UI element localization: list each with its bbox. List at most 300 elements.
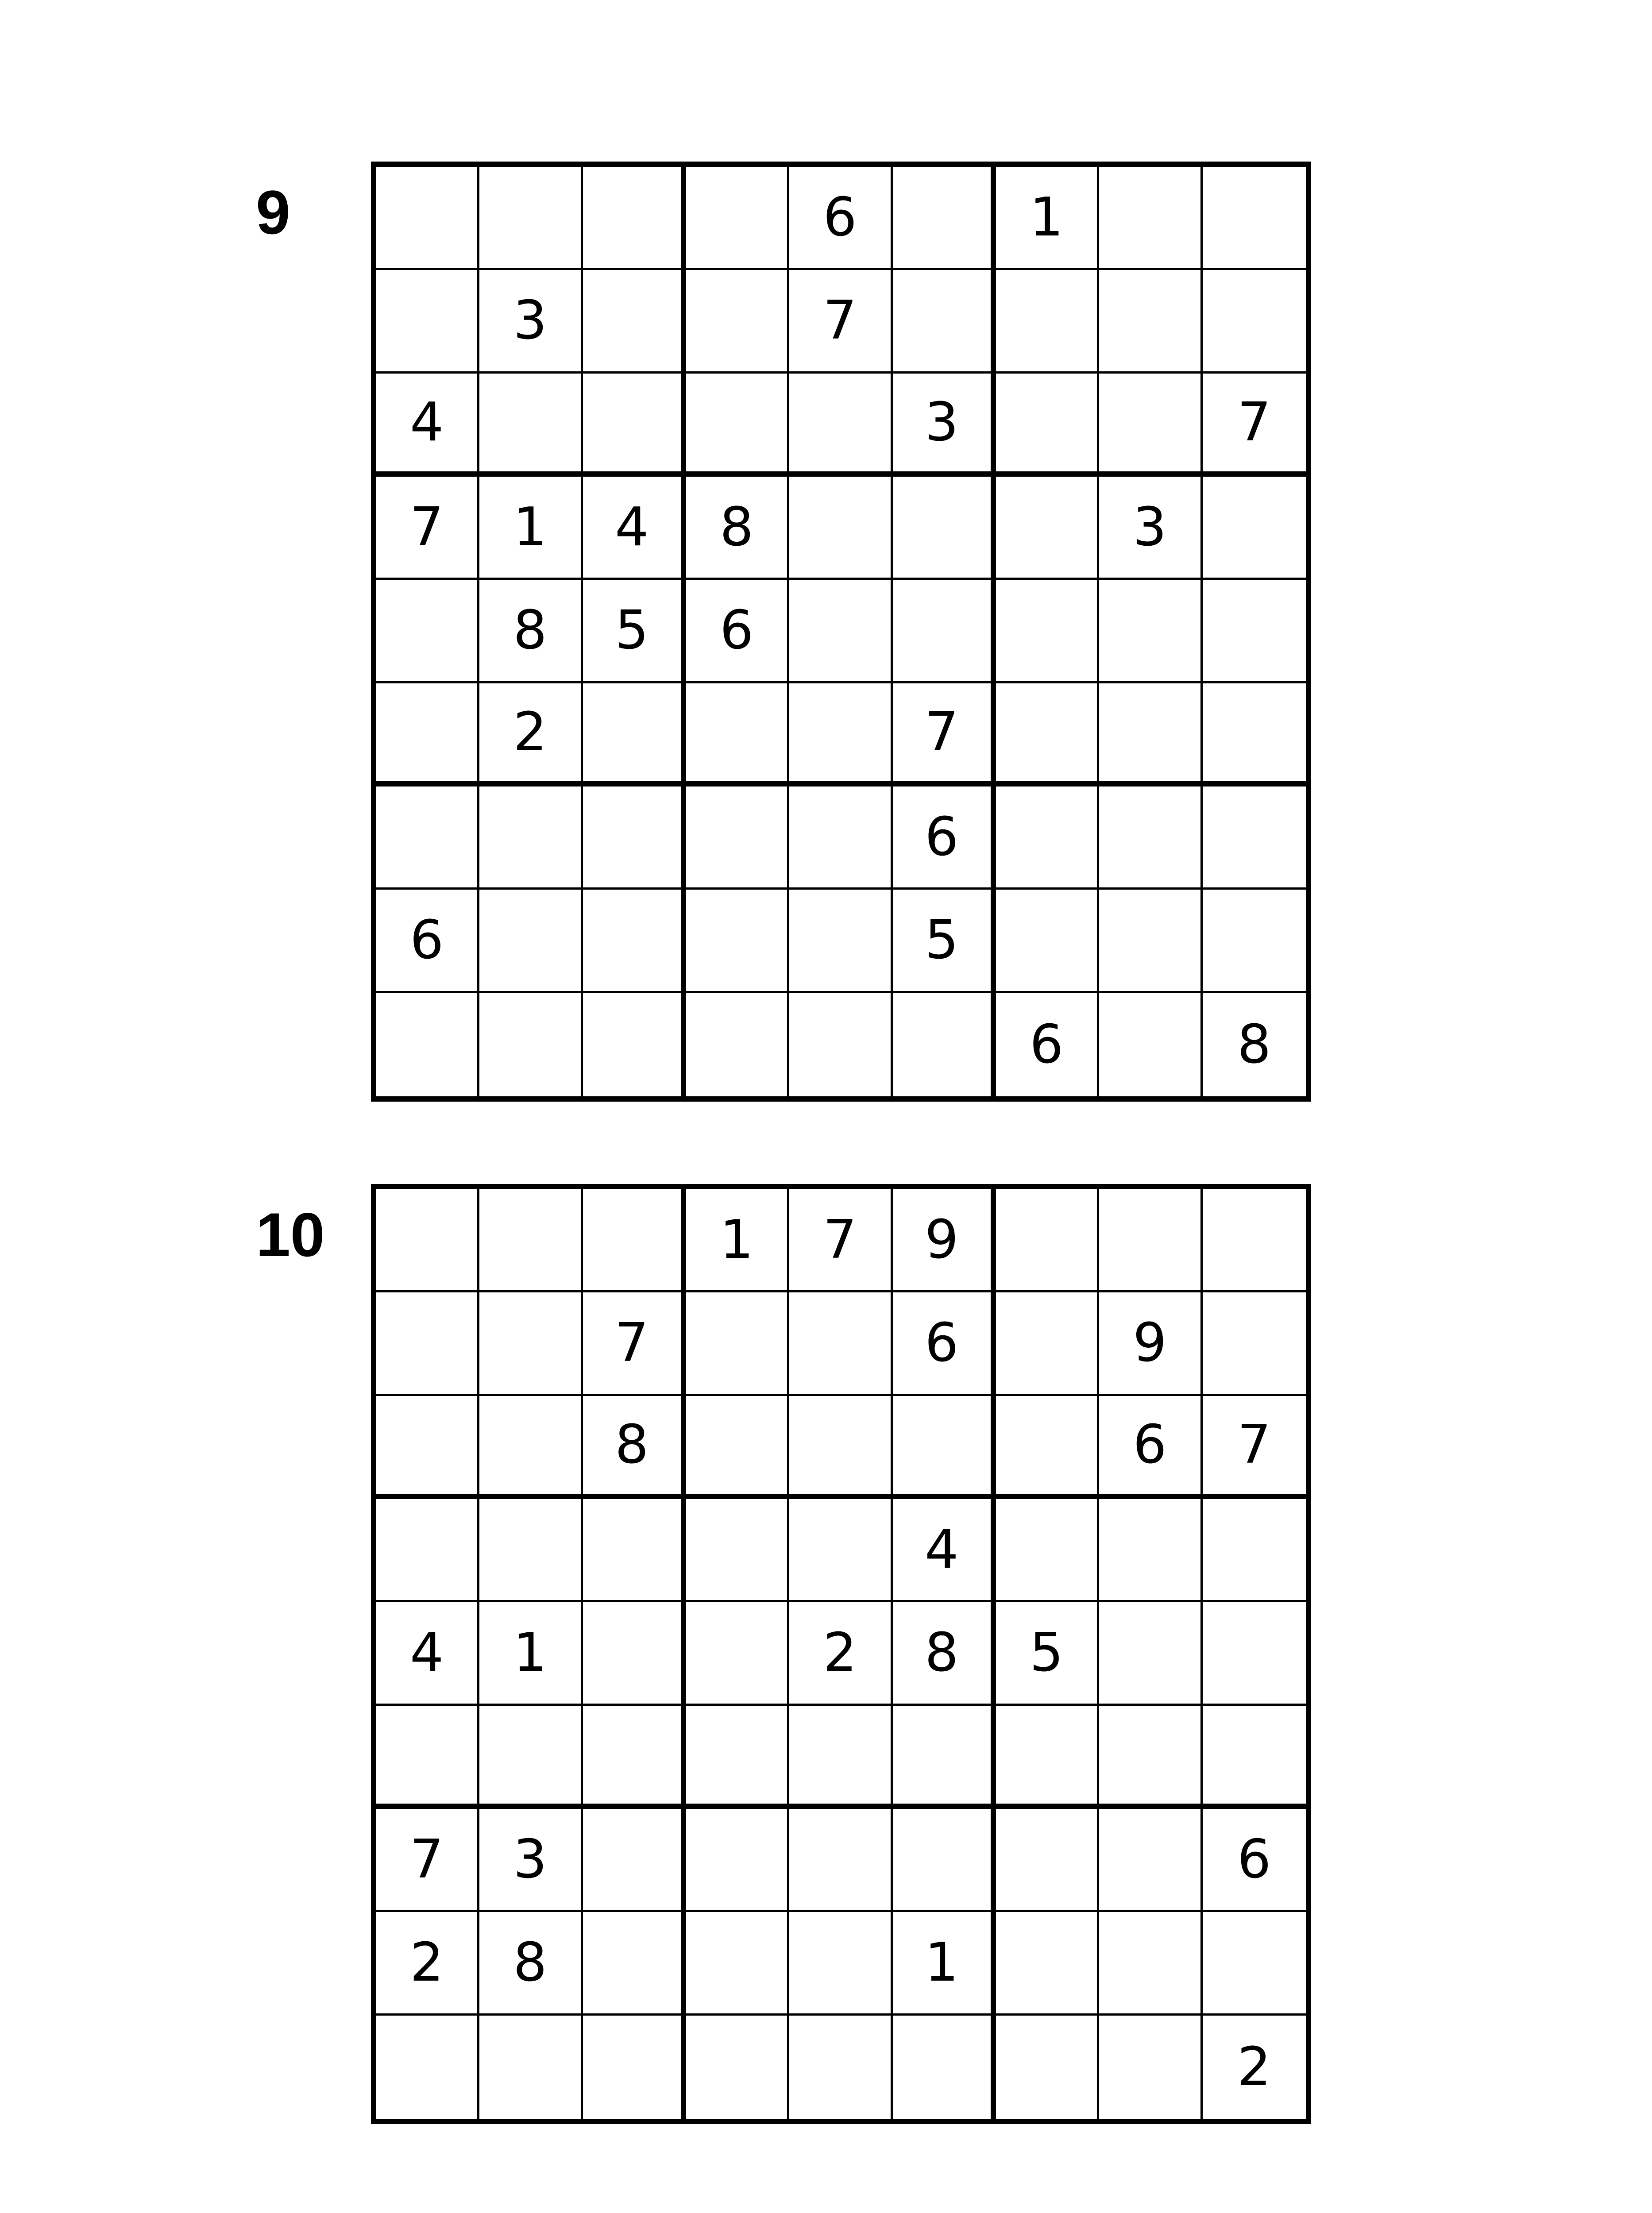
sudoku-cell[interactable] — [376, 683, 479, 787]
sudoku-cell[interactable] — [583, 1189, 686, 1292]
sudoku-cell[interactable] — [686, 270, 789, 373]
cell-digit — [1203, 580, 1306, 681]
sudoku-cell[interactable] — [893, 270, 996, 373]
sudoku-cell[interactable] — [893, 1602, 996, 1705]
cell-digit — [583, 1809, 681, 1910]
cell-digit: 5 — [615, 599, 649, 661]
sudoku-cell[interactable] — [996, 1292, 1099, 1396]
sudoku-cell[interactable] — [479, 1809, 583, 1912]
sudoku-cell[interactable] — [583, 1912, 686, 2015]
sudoku-cell[interactable] — [686, 1189, 789, 1292]
cell-digit — [686, 683, 787, 781]
sudoku-cell[interactable] — [1099, 2016, 1202, 2119]
cell-digit — [376, 993, 477, 1096]
sudoku-cell[interactable] — [789, 580, 892, 683]
sudoku-cell[interactable] — [583, 167, 686, 270]
cell-digit: 2 — [823, 1622, 857, 1684]
cell-digit — [583, 683, 681, 781]
cell-digit — [996, 374, 1097, 471]
sudoku-cell[interactable] — [789, 1706, 892, 1809]
sudoku-cell[interactable] — [996, 890, 1099, 993]
cell-digit: 2 — [409, 1932, 444, 1993]
cell-digit: 8 — [513, 599, 547, 661]
cell-digit — [583, 1706, 681, 1804]
cell-digit — [1203, 1912, 1306, 2013]
sudoku-cell[interactable] — [1099, 787, 1202, 890]
cell-digit — [789, 1292, 890, 1393]
sudoku-cell[interactable] — [686, 167, 789, 270]
sudoku-cell[interactable] — [479, 890, 583, 993]
sudoku-cell[interactable] — [789, 2016, 892, 2119]
sudoku-cell[interactable] — [1099, 1809, 1202, 1912]
cell-digit — [996, 1912, 1097, 2013]
sudoku-cell[interactable] — [479, 787, 583, 890]
sudoku-cell[interactable] — [583, 890, 686, 993]
cell-digit: 8 — [513, 1932, 547, 1993]
cell-digit — [479, 993, 580, 1096]
cell-digit — [1099, 890, 1200, 991]
cell-digit — [1099, 580, 1200, 681]
cell-digit — [376, 1189, 477, 1290]
cell-digit — [1099, 1602, 1200, 1703]
sudoku-cell[interactable] — [1099, 1189, 1202, 1292]
cell-digit — [686, 1706, 787, 1804]
cell-digit: 4 — [409, 391, 444, 453]
sudoku-cell[interactable] — [479, 1912, 583, 2015]
sudoku-cell[interactable] — [583, 2016, 686, 2119]
cell-digit: 4 — [409, 1622, 444, 1684]
sudoku-cell[interactable] — [479, 2016, 583, 2119]
cell-digit: 4 — [925, 1519, 959, 1581]
cell-digit — [893, 167, 991, 268]
cell-digit: 3 — [513, 289, 547, 351]
sudoku-cell[interactable] — [996, 2016, 1099, 2119]
sudoku-cell[interactable] — [1099, 477, 1202, 580]
sudoku-cell[interactable] — [1099, 993, 1202, 1096]
cell-digit — [996, 1189, 1097, 1290]
sudoku-cell[interactable] — [376, 580, 479, 683]
sudoku-cell[interactable] — [789, 477, 892, 580]
sudoku-cell[interactable] — [996, 1499, 1099, 1602]
cell-digit — [996, 1396, 1097, 1494]
sudoku-cell[interactable] — [1203, 580, 1306, 683]
sudoku-cell[interactable] — [1203, 477, 1306, 580]
cell-digit — [376, 2016, 477, 2119]
sudoku-cell[interactable] — [996, 683, 1099, 787]
cell-digit — [686, 374, 787, 471]
cell-digit — [479, 1189, 580, 1290]
sudoku-cell[interactable] — [686, 1396, 789, 1499]
cell-digit — [996, 787, 1097, 887]
cell-digit — [1099, 1809, 1200, 1910]
cell-digit: 6 — [1237, 1828, 1271, 1890]
sudoku-cell[interactable] — [479, 1396, 583, 1499]
sudoku-cell[interactable] — [376, 1499, 479, 1602]
cell-digit — [1203, 1189, 1306, 1290]
sudoku-cell[interactable] — [686, 890, 789, 993]
sudoku-cell[interactable] — [1203, 270, 1306, 373]
sudoku-cell[interactable] — [1203, 1292, 1306, 1396]
sudoku-cell[interactable] — [1099, 580, 1202, 683]
sudoku-cell[interactable] — [789, 270, 892, 373]
cell-digit — [686, 890, 787, 991]
cell-digit — [1099, 2016, 1200, 2119]
cell-digit — [996, 1706, 1097, 1804]
sudoku-cell[interactable] — [583, 270, 686, 373]
sudoku-cell[interactable] — [1203, 787, 1306, 890]
sudoku-cell[interactable] — [479, 683, 583, 787]
sudoku-cell[interactable] — [479, 1499, 583, 1602]
sudoku-cell[interactable] — [789, 374, 892, 477]
sudoku-cell[interactable] — [789, 1189, 892, 1292]
cell-digit: 6 — [925, 1312, 959, 1374]
sudoku-cell[interactable] — [1203, 993, 1306, 1096]
sudoku-cell[interactable] — [686, 580, 789, 683]
sudoku-cell[interactable] — [1203, 2016, 1306, 2119]
cell-digit — [789, 2016, 890, 2119]
sudoku-cell[interactable] — [376, 1396, 479, 1499]
sudoku-cell[interactable] — [1203, 1499, 1306, 1602]
sudoku-cell[interactable] — [893, 580, 996, 683]
sudoku-cell[interactable] — [789, 1499, 892, 1602]
cell-digit — [789, 1912, 890, 2013]
cell-digit: 3 — [1133, 496, 1167, 558]
cell-digit — [893, 580, 991, 681]
cell-digit — [686, 1499, 787, 1600]
sudoku-cell[interactable] — [686, 993, 789, 1096]
sudoku-cell[interactable] — [996, 374, 1099, 477]
sudoku-cell[interactable] — [1203, 1706, 1306, 1809]
sudoku-cell[interactable] — [1203, 167, 1306, 270]
sudoku-cell[interactable] — [1099, 890, 1202, 993]
cell-digit: 8 — [719, 496, 754, 558]
cell-digit — [479, 167, 580, 268]
cell-digit — [583, 993, 681, 1096]
cell-digit — [1099, 270, 1200, 371]
cell-digit — [376, 1499, 477, 1600]
sudoku-cell[interactable] — [893, 1499, 996, 1602]
cell-digit: 5 — [1029, 1622, 1064, 1684]
cell-digit — [376, 167, 477, 268]
sudoku-cell[interactable] — [376, 787, 479, 890]
sudoku-cell[interactable] — [789, 1912, 892, 2015]
sudoku-cell[interactable] — [686, 787, 789, 890]
cell-digit: 6 — [1133, 1414, 1167, 1476]
cell-digit: 4 — [615, 496, 649, 558]
sudoku-cell[interactable] — [893, 477, 996, 580]
sudoku-cell[interactable] — [686, 1706, 789, 1809]
sudoku-cell[interactable] — [996, 270, 1099, 373]
cell-digit: 5 — [925, 909, 959, 971]
sudoku-cell[interactable] — [686, 1602, 789, 1705]
sudoku-cell[interactable] — [996, 1189, 1099, 1292]
cell-digit — [479, 890, 580, 991]
sudoku-cell[interactable] — [1203, 890, 1306, 993]
sudoku-cell[interactable] — [1203, 1396, 1306, 1499]
sudoku-cell[interactable] — [686, 374, 789, 477]
sudoku-cell[interactable] — [789, 683, 892, 787]
sudoku-cell[interactable] — [996, 1602, 1099, 1705]
sudoku-cell[interactable] — [893, 374, 996, 477]
sudoku-cell[interactable] — [789, 1809, 892, 1912]
cell-digit — [789, 1809, 890, 1910]
sudoku-cell[interactable] — [376, 1809, 479, 1912]
cell-digit — [479, 1396, 580, 1494]
cell-digit — [479, 1292, 580, 1393]
cell-digit — [1099, 683, 1200, 781]
sudoku-cell[interactable] — [1203, 683, 1306, 787]
sudoku-cell[interactable] — [479, 993, 583, 1096]
sudoku-cell[interactable] — [1099, 1912, 1202, 2015]
sudoku-cell[interactable] — [376, 1706, 479, 1809]
sudoku-cell[interactable] — [1099, 1292, 1202, 1396]
sudoku-cell[interactable] — [686, 683, 789, 787]
cell-digit — [686, 1292, 787, 1393]
sudoku-cell[interactable] — [686, 1809, 789, 1912]
sudoku-cell[interactable] — [686, 477, 789, 580]
sudoku-cell[interactable] — [686, 2016, 789, 2119]
sudoku-grid — [371, 162, 1311, 1102]
sudoku-cell[interactable] — [376, 167, 479, 270]
cell-digit — [1099, 374, 1200, 471]
cell-digit — [686, 2016, 787, 2119]
sudoku-cell[interactable] — [893, 890, 996, 993]
sudoku-cell[interactable] — [789, 1292, 892, 1396]
cell-digit — [1203, 1602, 1306, 1703]
cell-digit — [996, 1499, 1097, 1600]
cell-digit — [893, 2016, 991, 2119]
sudoku-cell[interactable] — [686, 1292, 789, 1396]
cell-digit: 2 — [513, 701, 547, 763]
sudoku-cell[interactable] — [893, 1396, 996, 1499]
cell-digit: 9 — [1133, 1312, 1167, 1374]
sudoku-cell[interactable] — [1099, 167, 1202, 270]
sudoku-cell[interactable] — [1099, 1396, 1202, 1499]
cell-digit: 6 — [823, 186, 857, 248]
cell-digit — [583, 2016, 681, 2119]
sudoku-cell[interactable] — [893, 1292, 996, 1396]
sudoku-cell[interactable] — [479, 580, 583, 683]
cell-digit: 6 — [409, 909, 444, 971]
sudoku-cell[interactable] — [583, 683, 686, 787]
sudoku-cell[interactable] — [789, 1396, 892, 1499]
cell-digit — [996, 683, 1097, 781]
sudoku-cell[interactable] — [583, 580, 686, 683]
cell-digit — [376, 787, 477, 887]
cell-digit — [893, 993, 991, 1096]
cell-digit — [479, 374, 580, 471]
sudoku-cell[interactable] — [583, 993, 686, 1096]
cell-digit — [996, 2016, 1097, 2119]
sudoku-cell[interactable] — [789, 787, 892, 890]
cell-digit: 7 — [615, 1312, 649, 1374]
cell-digit — [893, 1706, 991, 1804]
cell-digit: 7 — [823, 289, 857, 351]
cell-digit: 2 — [1237, 2036, 1271, 2098]
sudoku-cell[interactable] — [479, 1706, 583, 1809]
cell-digit — [1203, 787, 1306, 887]
cell-digit — [376, 580, 477, 681]
sudoku-cell[interactable] — [686, 1912, 789, 2015]
sudoku-cell[interactable] — [583, 1396, 686, 1499]
sudoku-cell[interactable] — [893, 1189, 996, 1292]
cell-digit — [996, 270, 1097, 371]
sudoku-cell[interactable] — [996, 477, 1099, 580]
cell-digit — [893, 1396, 991, 1494]
sudoku-cell[interactable] — [583, 374, 686, 477]
sudoku-cell[interactable] — [893, 1809, 996, 1912]
cell-digit: 1 — [513, 496, 547, 558]
sudoku-cell[interactable] — [1099, 374, 1202, 477]
cell-digit — [789, 580, 890, 681]
cell-digit: 7 — [409, 1828, 444, 1890]
cell-digit — [1203, 683, 1306, 781]
sudoku-cell[interactable] — [376, 993, 479, 1096]
cell-digit: 9 — [925, 1209, 959, 1271]
sudoku-cell[interactable] — [1099, 270, 1202, 373]
cell-digit — [686, 1809, 787, 1910]
cell-digit: 8 — [925, 1622, 959, 1684]
sudoku-cell[interactable] — [789, 890, 892, 993]
cell-digit: 6 — [719, 599, 754, 661]
sudoku-cell[interactable] — [1203, 374, 1306, 477]
sudoku-cell[interactable] — [479, 374, 583, 477]
sudoku-cell[interactable] — [996, 1706, 1099, 1809]
sudoku-cell[interactable] — [376, 1292, 479, 1396]
sudoku-cell[interactable] — [479, 1292, 583, 1396]
cell-digit — [996, 1809, 1097, 1910]
cell-digit: 1 — [1029, 186, 1064, 248]
cell-digit: 7 — [409, 496, 444, 558]
cell-digit — [686, 1396, 787, 1494]
cell-digit — [1099, 1706, 1200, 1804]
sudoku-cell[interactable] — [996, 993, 1099, 1096]
sudoku-cell[interactable] — [893, 167, 996, 270]
cell-digit — [789, 890, 890, 991]
sudoku-cell[interactable] — [686, 1499, 789, 1602]
sudoku-cell[interactable] — [1099, 1706, 1202, 1809]
cell-digit: 7 — [823, 1209, 857, 1271]
cell-digit: 3 — [513, 1828, 547, 1890]
sudoku-cell[interactable] — [1099, 683, 1202, 787]
sudoku-cell[interactable] — [583, 1602, 686, 1705]
sudoku-cell[interactable] — [479, 1189, 583, 1292]
cell-digit: 7 — [925, 701, 959, 763]
cell-digit — [789, 1499, 890, 1600]
cell-digit — [789, 477, 890, 578]
sudoku-cell[interactable] — [583, 1292, 686, 1396]
sudoku-cell[interactable] — [583, 1499, 686, 1602]
cell-digit — [583, 270, 681, 371]
cell-digit: 1 — [925, 1932, 959, 1993]
sudoku-cell[interactable] — [996, 1809, 1099, 1912]
cell-digit — [1099, 167, 1200, 268]
sudoku-cell[interactable] — [479, 477, 583, 580]
cell-digit — [583, 374, 681, 471]
cell-digit: 6 — [925, 806, 959, 868]
cell-digit — [479, 1499, 580, 1600]
cell-digit — [686, 1602, 787, 1703]
sudoku-cell[interactable] — [893, 683, 996, 787]
cell-digit: 7 — [1237, 391, 1271, 453]
cell-digit — [1099, 1499, 1200, 1600]
sudoku-cell[interactable] — [1203, 1602, 1306, 1705]
sudoku-cell[interactable] — [789, 1602, 892, 1705]
cell-digit — [789, 787, 890, 887]
sudoku-cell[interactable] — [1203, 1189, 1306, 1292]
cell-digit — [376, 1396, 477, 1494]
sudoku-cell[interactable] — [479, 270, 583, 373]
sudoku-grid — [371, 1184, 1311, 2124]
cell-digit — [789, 1706, 890, 1804]
cell-digit — [479, 2016, 580, 2119]
cell-digit — [1203, 890, 1306, 991]
cell-digit — [893, 1809, 991, 1910]
sudoku-cell[interactable] — [376, 2016, 479, 2119]
sudoku-cell[interactable] — [376, 374, 479, 477]
sudoku-cell[interactable] — [996, 1912, 1099, 2015]
sudoku-cell[interactable] — [1099, 1602, 1202, 1705]
sudoku-cell[interactable] — [376, 1912, 479, 2015]
sudoku-cell[interactable] — [893, 1912, 996, 2015]
sudoku-cell[interactable] — [376, 1189, 479, 1292]
sudoku-cell[interactable] — [789, 993, 892, 1096]
cell-digit — [376, 1292, 477, 1393]
cell-digit — [479, 1706, 580, 1804]
cell-digit — [789, 683, 890, 781]
puzzle-number: 9 — [256, 177, 290, 247]
cell-digit — [1203, 477, 1306, 578]
cell-digit — [583, 890, 681, 991]
sudoku-cell[interactable] — [996, 167, 1099, 270]
sudoku-cell[interactable] — [479, 167, 583, 270]
cell-digit — [1099, 993, 1200, 1096]
cell-digit — [1203, 167, 1306, 268]
cell-digit — [893, 477, 991, 578]
sudoku-cell[interactable] — [479, 1602, 583, 1705]
sudoku-cell[interactable] — [996, 787, 1099, 890]
sudoku-cell[interactable] — [583, 1809, 686, 1912]
sudoku-cell[interactable] — [1203, 1809, 1306, 1912]
cell-digit — [583, 787, 681, 887]
cell-digit: 7 — [1237, 1414, 1271, 1476]
cell-digit — [583, 1602, 681, 1703]
sudoku-cell[interactable] — [376, 890, 479, 993]
sudoku-cell[interactable] — [893, 993, 996, 1096]
sudoku-cell[interactable] — [789, 167, 892, 270]
sudoku-cell[interactable] — [1203, 1912, 1306, 2015]
cell-digit — [996, 890, 1097, 991]
cell-digit — [583, 1499, 681, 1600]
sudoku-cell[interactable] — [583, 477, 686, 580]
sudoku-cell[interactable] — [893, 2016, 996, 2119]
cell-digit — [893, 270, 991, 371]
sudoku-cell[interactable] — [583, 787, 686, 890]
sudoku-cell[interactable] — [893, 1706, 996, 1809]
sudoku-cell[interactable] — [893, 787, 996, 890]
cell-digit — [1203, 1706, 1306, 1804]
cell-digit — [789, 374, 890, 471]
cell-digit — [996, 1292, 1097, 1393]
sudoku-cell[interactable] — [583, 1706, 686, 1809]
sudoku-cell[interactable] — [996, 1396, 1099, 1499]
sudoku-cell[interactable] — [376, 1602, 479, 1705]
cell-digit — [1099, 787, 1200, 887]
sudoku-cell[interactable] — [376, 477, 479, 580]
sudoku-cell[interactable] — [1099, 1499, 1202, 1602]
sudoku-cell[interactable] — [996, 580, 1099, 683]
sudoku-cell[interactable] — [376, 270, 479, 373]
